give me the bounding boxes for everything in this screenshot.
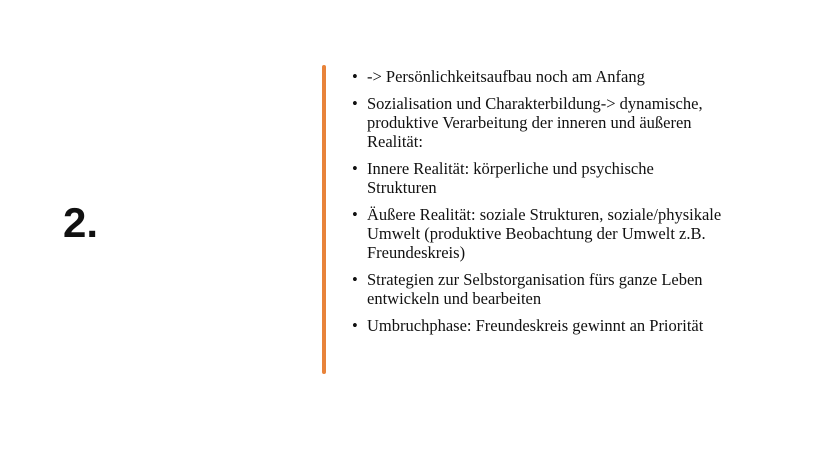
bullet-line: Umwelt (produktive Beobachtung der Umwelt z.B.	[367, 224, 706, 243]
bullet-marker: •	[352, 205, 358, 224]
bullet-item	[352, 205, 792, 262]
bullet-item	[352, 316, 792, 335]
bullet-line: Umbruchphase: Freundeskreis gewinnt an Priorität	[367, 316, 704, 335]
bullet-line: Strukturen	[367, 178, 437, 197]
bullet-line: Freundeskreis)	[367, 243, 466, 262]
bullet-marker: •	[352, 316, 358, 335]
bullet-list	[352, 67, 792, 343]
bullet-line: Äußere Realität: soziale Strukturen, soziale/physikale	[367, 205, 722, 224]
bullet-line: produktive Verarbeitung der inneren und äußeren	[367, 113, 692, 132]
bullet-marker: •	[352, 159, 358, 178]
bullet-line: -> Persönlichkeitsaufbau noch am Anfang	[367, 67, 645, 86]
bullet-line: Innere Realität: körperliche und psychische	[367, 159, 654, 178]
vertical-divider	[322, 65, 326, 374]
bullet-item	[352, 270, 792, 308]
bullet-marker: •	[352, 270, 358, 289]
bullet-line: Sozialisation und Charakterbildung-> dynamische,	[367, 94, 703, 113]
bullet-line: entwickeln und bearbeiten	[367, 289, 542, 308]
slide-number: 2.	[63, 199, 99, 246]
bullet-item	[352, 94, 792, 151]
bullet-line: Realität:	[367, 132, 423, 151]
bullet-marker: •	[352, 67, 358, 86]
bullet-item	[352, 67, 792, 86]
bullet-item	[352, 159, 792, 197]
bullet-line: Strategien zur Selbstorganisation fürs ganze Leben	[367, 270, 703, 289]
bullet-marker: •	[352, 94, 358, 113]
